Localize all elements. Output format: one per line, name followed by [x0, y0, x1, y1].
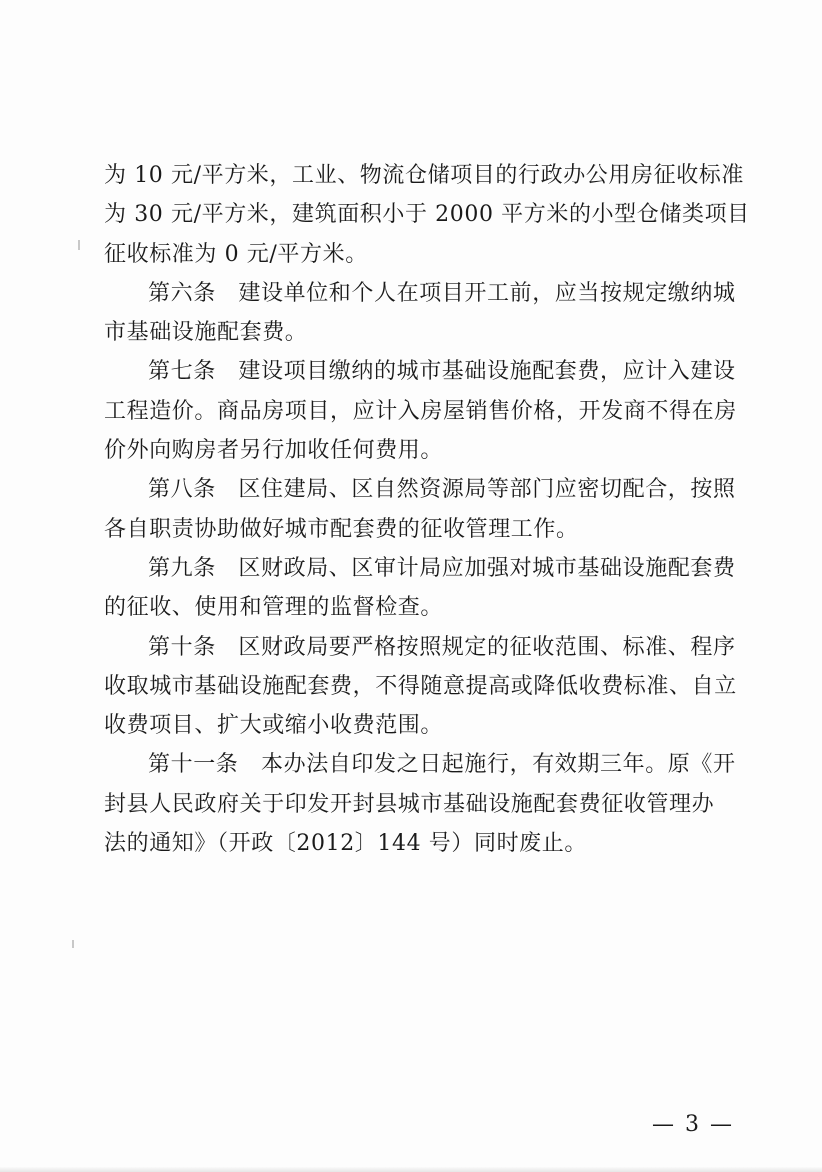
- text-line: 第十一条 本办法自印发之日起施行，有效期三年。原《开: [148, 752, 736, 778]
- text-line: 第八条 区住建局、区自然资源局等部门应密切配合，按照: [148, 477, 736, 503]
- text-line: 工程造价。商品房项目，应计入房屋销售价格，开发商不得在房: [104, 398, 737, 424]
- text-line: 法的通知》（开政〔2012〕144 号）同时废止。: [104, 831, 587, 857]
- text-line: 第九条 区财政局、区审计局应加强对城市基础设施配套费: [148, 555, 736, 581]
- document-body: [104, 156, 750, 863]
- article-8: [104, 470, 736, 549]
- article-10: [104, 628, 737, 746]
- paragraph-fee-standards: [104, 156, 750, 274]
- text-line: 征收标准为 0 元/平方米。: [104, 241, 368, 267]
- text-line: 市基础设施配套费。: [104, 320, 308, 346]
- text-line: 收费项目、扩大或缩小收费范围。: [104, 713, 444, 739]
- text-line: 第十条 区财政局要严格按照规定的征收范围、标准、程序: [148, 634, 736, 660]
- text-line: 收取城市基础设施配套费，不得随意提高或降低收费标准、自立: [104, 673, 737, 699]
- page-number: — 3 —: [652, 1112, 734, 1137]
- text-line: 封县人民政府关于印发开封县城市基础设施配套费征收管理办: [104, 791, 715, 817]
- text-line: 第七条 建设项目缴纳的城市基础设施配套费，应计入建设: [148, 359, 736, 385]
- text-line: 价外向购房者另行加收任何费用。: [104, 438, 444, 464]
- article-11: [104, 745, 736, 863]
- article-7: [104, 352, 737, 470]
- text-line: 第六条 建设单位和个人在项目开工前，应当按规定缴纳城: [148, 280, 736, 306]
- text-line: 为 30 元/平方米，建筑面积小于 2000 平方米的小型仓储类项目: [104, 202, 750, 228]
- text-line: 的征收、使用和管理的监督检查。: [104, 595, 444, 621]
- article-9: [104, 549, 736, 628]
- scan-bottom-edge: [0, 1166, 822, 1172]
- text-line: 为 10 元/平方米，工业、物流仓储项目的行政办公用房征收标准: [104, 163, 744, 188]
- article-6: [104, 274, 736, 353]
- scan-speck: [72, 940, 74, 948]
- text-line: 各自职责协助做好城市配套费的征收管理工作。: [104, 516, 579, 542]
- scan-speck: [78, 240, 80, 250]
